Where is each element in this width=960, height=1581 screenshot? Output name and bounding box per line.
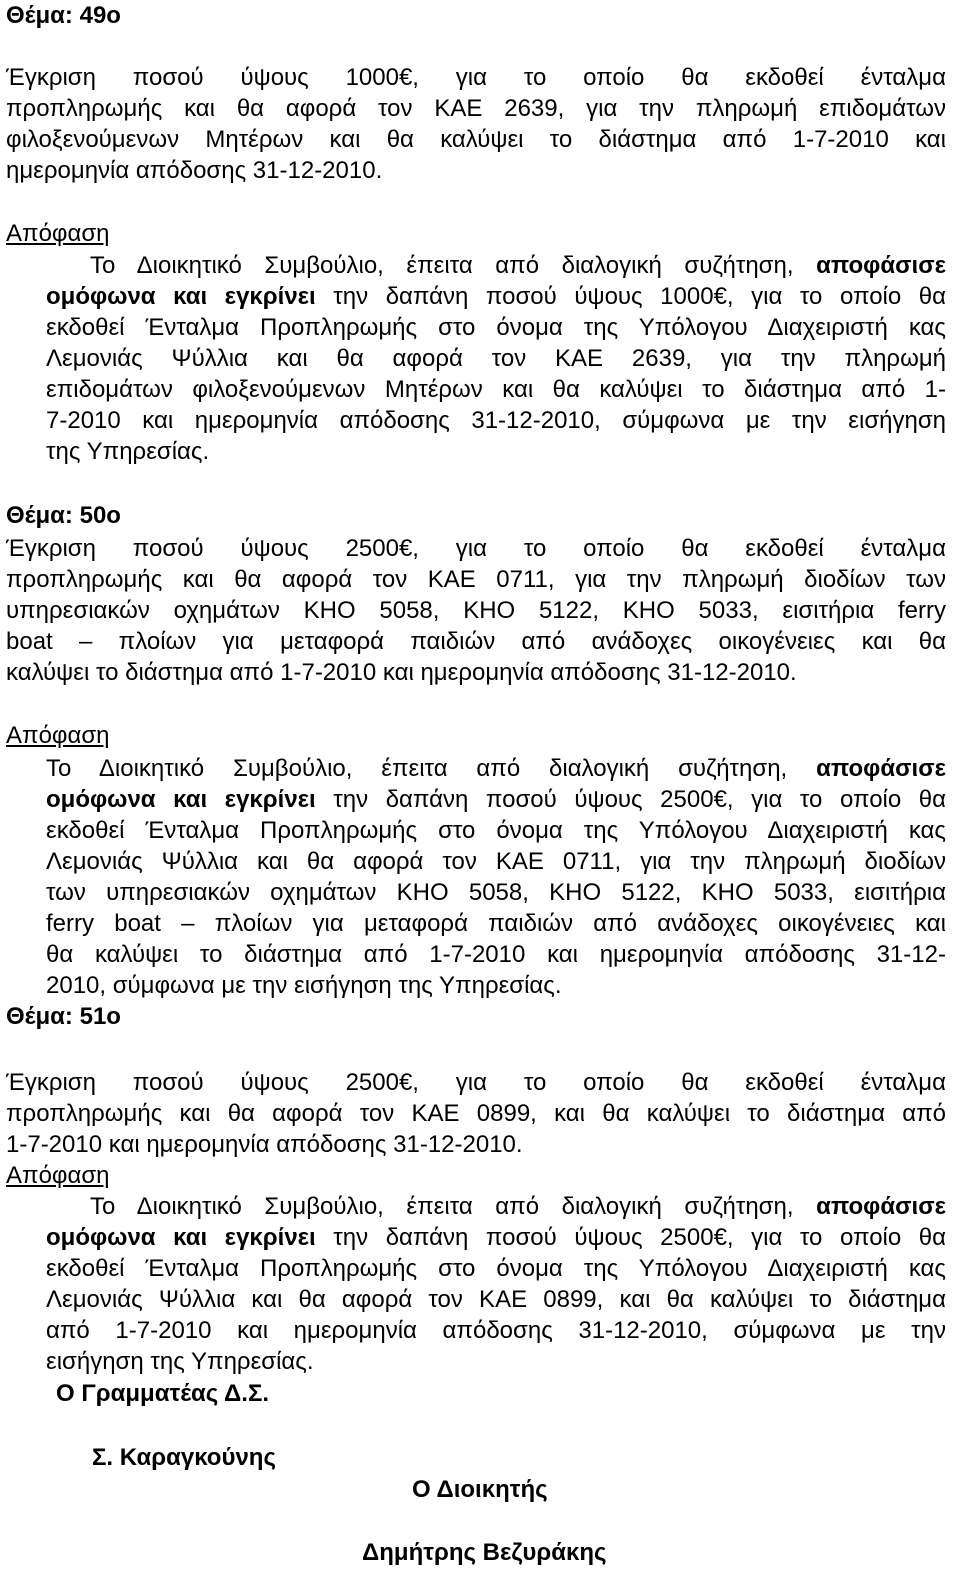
secretary-title: Ο Γραμματέας Δ.Σ. xyxy=(56,1380,270,1407)
decision-line xyxy=(46,281,946,312)
intro-line: φιλοξενούμενων Μητέρων και θα καλύψει το διάστημα από 1-7-2010 και xyxy=(6,126,946,153)
item-title-50: Θέμα: 50ο xyxy=(6,502,121,529)
decision-text: την δαπάνη ποσού ύψους 2500€, για το οποίο θα xyxy=(315,1224,947,1251)
decision-line: επιδομάτων φιλοξενούμενων Μητέρων και θα καλύψει το διάστημα από 1- xyxy=(46,376,946,403)
decision-bold: αποφάσισε xyxy=(816,252,946,279)
decision-line: 7-2010 και ημερομηνία απόδοσης 31-12-2010, σύμφωνα με την εισήγηση xyxy=(46,407,946,434)
decision-line: ferry boat – πλοίων για μεταφορά παιδιών από ανάδοχες οικογένειες και xyxy=(46,910,946,937)
decision-bold: ομόφωνα και εγκρίνει xyxy=(46,283,316,310)
decision-prefix: Το Διοικητικό Συμβούλιο, έπειτα από διαλογική συζήτηση, xyxy=(90,1193,817,1220)
intro-line: 1-7-2010 και ημερομηνία απόδοσης 31-12-2010. xyxy=(6,1131,523,1158)
intro-line: Έγκριση ποσού ύψους 2500€, για το οποίο θα εκδοθεί ένταλμα xyxy=(6,1069,946,1096)
decision-bold: αποφάσισε xyxy=(816,755,946,782)
director-title: Ο Διοικητής xyxy=(412,1476,548,1503)
intro-line: προπληρωμής και θα αφορά τον ΚΑΕ 2639, για την πληρωμή επιδομάτων xyxy=(6,95,946,122)
decision-label: Απόφαση xyxy=(6,722,110,749)
intro-line: boat – πλοίων για μεταφορά παιδιών από ανάδοχες οικογένειες και θα xyxy=(6,628,946,655)
intro-line: καλύψει το διάστημα από 1-7-2010 και ημερομηνία απόδοσης 31-12-2010. xyxy=(6,659,797,686)
decision-line xyxy=(46,1222,946,1253)
decision-line: εκδοθεί Ένταλμα Προπληρωμής στο όνομα της Υπόλογου Διαχειριστή κας xyxy=(46,817,946,844)
decision-bold: ομόφωνα και εγκρίνει xyxy=(46,786,316,813)
intro-line: Έγκριση ποσού ύψους 2500€, για το οποίο θα εκδοθεί ένταλμα xyxy=(6,535,946,562)
decision-line: των υπηρεσιακών οχημάτων ΚΗΟ 5058, ΚΗΟ 5122, ΚΗΟ 5033, εισιτήρια xyxy=(46,879,946,906)
intro-line: Έγκριση ποσού ύψους 1000€, για το οποίο θα εκδοθεί ένταλμα xyxy=(6,64,946,91)
decision-bold: ομόφωνα και εγκρίνει xyxy=(46,1224,316,1251)
decision-prefix: Το Διοικητικό Συμβούλιο, έπειτα από διαλογική συζήτηση, xyxy=(90,252,817,279)
decision-label: Απόφαση xyxy=(6,220,110,247)
decision-text: την δαπάνη ποσού ύψους 1000€, για το οποίο θα xyxy=(315,283,947,310)
intro-line: προπληρωμής και θα αφορά τον ΚΑΕ 0711, για την πληρωμή διοδίων των xyxy=(6,566,946,593)
decision-line: Λεμονιάς Ψύλλια και θα αφορά τον ΚΑΕ 2639, για την πληρωμή xyxy=(46,345,946,372)
decision-line: θα καλύψει το διάστημα από 1-7-2010 και ημερομηνία απόδοσης 31-12- xyxy=(46,941,946,968)
decision-line xyxy=(46,784,946,815)
decision-line: εκδοθεί Ένταλμα Προπληρωμής στο όνομα της Υπόλογου Διαχειριστή κας xyxy=(46,314,946,341)
director-name: Δημήτρης Βεζυράκης xyxy=(362,1539,607,1566)
decision-line: 2010, σύμφωνα με την εισήγηση της Υπηρεσίας. xyxy=(46,972,562,999)
decision-bold: αποφάσισε xyxy=(816,1193,946,1220)
decision-text: την δαπάνη ποσού ύψους 2500€, για το οποίο θα xyxy=(315,786,947,813)
intro-line: προπληρωμής και θα αφορά τον ΚΑΕ 0899, και θα καλύψει το διάστημα από xyxy=(6,1100,946,1127)
intro-line: ημερομηνία απόδοσης 31-12-2010. xyxy=(6,157,383,184)
decision-line xyxy=(90,1191,946,1222)
decision-prefix: Το Διοικητικό Συμβούλιο, έπειτα από διαλογική συζήτηση, xyxy=(46,755,817,782)
intro-line: υπηρεσιακών οχημάτων ΚΗΟ 5058, ΚΗΟ 5122, ΚΗΟ 5033, εισιτήρια ferry xyxy=(6,597,946,624)
decision-line: από 1-7-2010 και ημερομηνία απόδοσης 31-12-2010, σύμφωνα με την xyxy=(46,1317,946,1344)
item-title-51: Θέμα: 51ο xyxy=(6,1003,121,1030)
secretary-name: Σ. Καραγκούνης xyxy=(92,1444,276,1471)
decision-line: Λεμονιάς Ψύλλια και θα αφορά τον ΚΑΕ 0899, και θα καλύψει το διάστημα xyxy=(46,1286,946,1313)
item-title-49: Θέμα: 49ο xyxy=(6,2,121,29)
decision-line: εκδοθεί Ένταλμα Προπληρωμής στο όνομα της Υπόλογου Διαχειριστή κας xyxy=(46,1255,946,1282)
decision-line: Λεμονιάς Ψύλλια και θα αφορά τον ΚΑΕ 0711, για την πληρωμή διοδίων xyxy=(46,848,946,875)
decision-label: Απόφαση xyxy=(6,1162,110,1189)
decision-line xyxy=(46,753,946,784)
decision-line xyxy=(90,250,946,281)
decision-line: της Υπηρεσίας. xyxy=(46,438,210,465)
decision-line: εισήγηση της Υπηρεσίας. xyxy=(46,1348,314,1375)
